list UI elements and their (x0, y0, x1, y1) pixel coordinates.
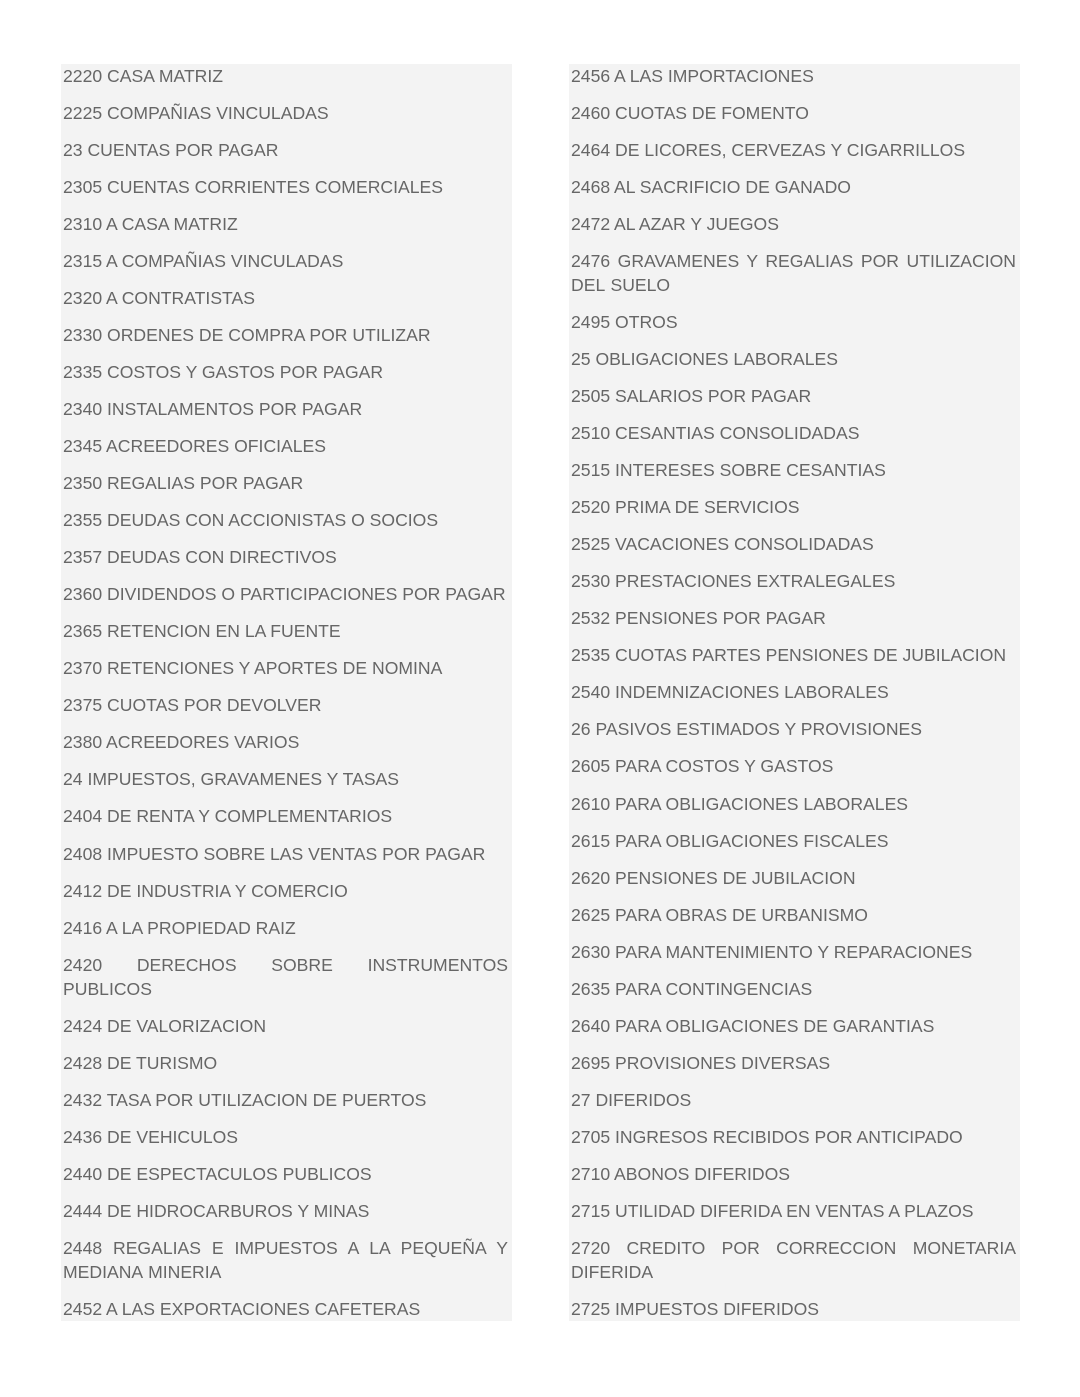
list-item: 2525 VACACIONES CONSOLIDADAS (571, 534, 874, 554)
list-item: 2615 PARA OBLIGACIONES FISCALES (571, 831, 889, 851)
list-item: 2505 SALARIOS POR PAGAR (571, 386, 812, 406)
list-item: 24 IMPUESTOS, GRAVAMENES Y TASAS (63, 769, 400, 789)
list-item: 26 PASIVOS ESTIMADOS Y PROVISIONES (571, 719, 923, 739)
list-item: 2380 ACREEDORES VARIOS (63, 732, 300, 752)
list-item: 2320 A CONTRATISTAS (63, 288, 255, 308)
list-item: 2530 PRESTACIONES EXTRALEGALES (571, 571, 896, 591)
list-item: 2476 GRAVAMENES Y REGALIAS POR UTILIZACION DEL SUELO (571, 251, 1016, 295)
list-item: 2357 DEUDAS CON DIRECTIVOS (63, 547, 337, 567)
list-item: 2715 UTILIDAD DIFERIDA EN VENTAS A PLAZOS (571, 1201, 974, 1221)
list-item: 23 CUENTAS POR PAGAR (63, 140, 279, 160)
list-item: 2456 A LAS IMPORTACIONES (571, 66, 814, 86)
list-item: 2515 INTERESES SOBRE CESANTIAS (571, 460, 886, 480)
list-item: 2495 OTROS (571, 312, 678, 332)
list-item: 2468 AL SACRIFICIO DE GANADO (571, 177, 851, 197)
list-item: 2472 AL AZAR Y JUEGOS (571, 214, 779, 234)
list-item: 2416 A LA PROPIEDAD RAIZ (63, 918, 296, 938)
list-item: 2640 PARA OBLIGACIONES DE GARANTIAS (571, 1016, 935, 1036)
list-item: 2520 PRIMA DE SERVICIOS (571, 497, 800, 517)
list-item: 2340 INSTALAMENTOS POR PAGAR (63, 399, 363, 419)
list-item: 2532 PENSIONES POR PAGAR (571, 608, 826, 628)
list-item: 2710 ABONOS DIFERIDOS (571, 1164, 791, 1184)
list-item: 2725 IMPUESTOS DIFERIDOS (571, 1299, 820, 1319)
list-item: 2444 DE HIDROCARBUROS Y MINAS (63, 1201, 370, 1221)
list-item: 2448 REGALIAS E IMPUESTOS A LA PEQUEÑA Y MEDIANA MINERIA (63, 1238, 508, 1282)
list-item: 2432 TASA POR UTILIZACION DE PUERTOS (63, 1090, 427, 1110)
list-item: 2350 REGALIAS POR PAGAR (63, 473, 304, 493)
list-item: 2360 DIVIDENDOS O PARTICIPACIONES POR PAGAR (63, 584, 506, 604)
list-item: 2510 CESANTIAS CONSOLIDADAS (571, 423, 860, 443)
list-item: 2610 PARA OBLIGACIONES LABORALES (571, 794, 909, 814)
list-item: 27 DIFERIDOS (571, 1090, 692, 1110)
list-item: 2225 COMPAÑIAS VINCULADAS (63, 103, 329, 123)
list-item: 2355 DEUDAS CON ACCIONISTAS O SOCIOS (63, 510, 439, 530)
list-item: 2452 A LAS EXPORTACIONES CAFETERAS (63, 1299, 421, 1319)
list-item: 2408 IMPUESTO SOBRE LAS VENTAS POR PAGAR (63, 844, 486, 864)
list-item: 2695 PROVISIONES DIVERSAS (571, 1053, 831, 1073)
list-item: 2625 PARA OBRAS DE URBANISMO (571, 905, 868, 925)
list-item: 2620 PENSIONES DE JUBILACION (571, 868, 856, 888)
right-account-column (569, 64, 1020, 1321)
list-item: 2330 ORDENES DE COMPRA POR UTILIZAR (63, 325, 431, 345)
list-item: 2375 CUOTAS POR DEVOLVER (63, 695, 322, 715)
list-item: 2370 RETENCIONES Y APORTES DE NOMINA (63, 658, 443, 678)
list-item: 2630 PARA MANTENIMIENTO Y REPARACIONES (571, 942, 973, 962)
list-item: 2335 COSTOS Y GASTOS POR PAGAR (63, 362, 384, 382)
list-item: 2345 ACREEDORES OFICIALES (63, 436, 327, 456)
list-item: 2305 CUENTAS CORRIENTES COMERCIALES (63, 177, 443, 197)
list-item: 2460 CUOTAS DE FOMENTO (571, 103, 809, 123)
list-item: 2440 DE ESPECTACULOS PUBLICOS (63, 1164, 372, 1184)
list-item: 2436 DE VEHICULOS (63, 1127, 239, 1147)
list-item: 2540 INDEMNIZACIONES LABORALES (571, 682, 889, 702)
list-item: 2428 DE TURISMO (63, 1053, 218, 1073)
list-item: 2220 CASA MATRIZ (63, 66, 224, 86)
list-item: 25 OBLIGACIONES LABORALES (571, 349, 838, 369)
list-item: 2365 RETENCION EN LA FUENTE (63, 621, 341, 641)
list-item: 2310 A CASA MATRIZ (63, 214, 238, 234)
list-item: 2635 PARA CONTINGENCIAS (571, 979, 813, 999)
list-item: 2412 DE INDUSTRIA Y COMERCIO (63, 881, 348, 901)
list-item: 2464 DE LICORES, CERVEZAS Y CIGARRILLOS (571, 140, 966, 160)
list-item: 2535 CUOTAS PARTES PENSIONES DE JUBILACION (571, 645, 1007, 665)
list-item: 2315 A COMPAÑIAS VINCULADAS (63, 251, 344, 271)
list-item: 2605 PARA COSTOS Y GASTOS (571, 756, 834, 776)
left-account-column (61, 64, 512, 1321)
list-item: 2705 INGRESOS RECIBIDOS POR ANTICIPADO (571, 1127, 963, 1147)
list-item: 2720 CREDITO POR CORRECCION MONETARIA DIFERIDA (571, 1238, 1016, 1282)
list-item: 2404 DE RENTA Y COMPLEMENTARIOS (63, 806, 393, 826)
list-item: 2424 DE VALORIZACION (63, 1016, 267, 1036)
list-item: 2420 DERECHOS SOBRE INSTRUMENTOS PUBLICOS (63, 955, 508, 999)
